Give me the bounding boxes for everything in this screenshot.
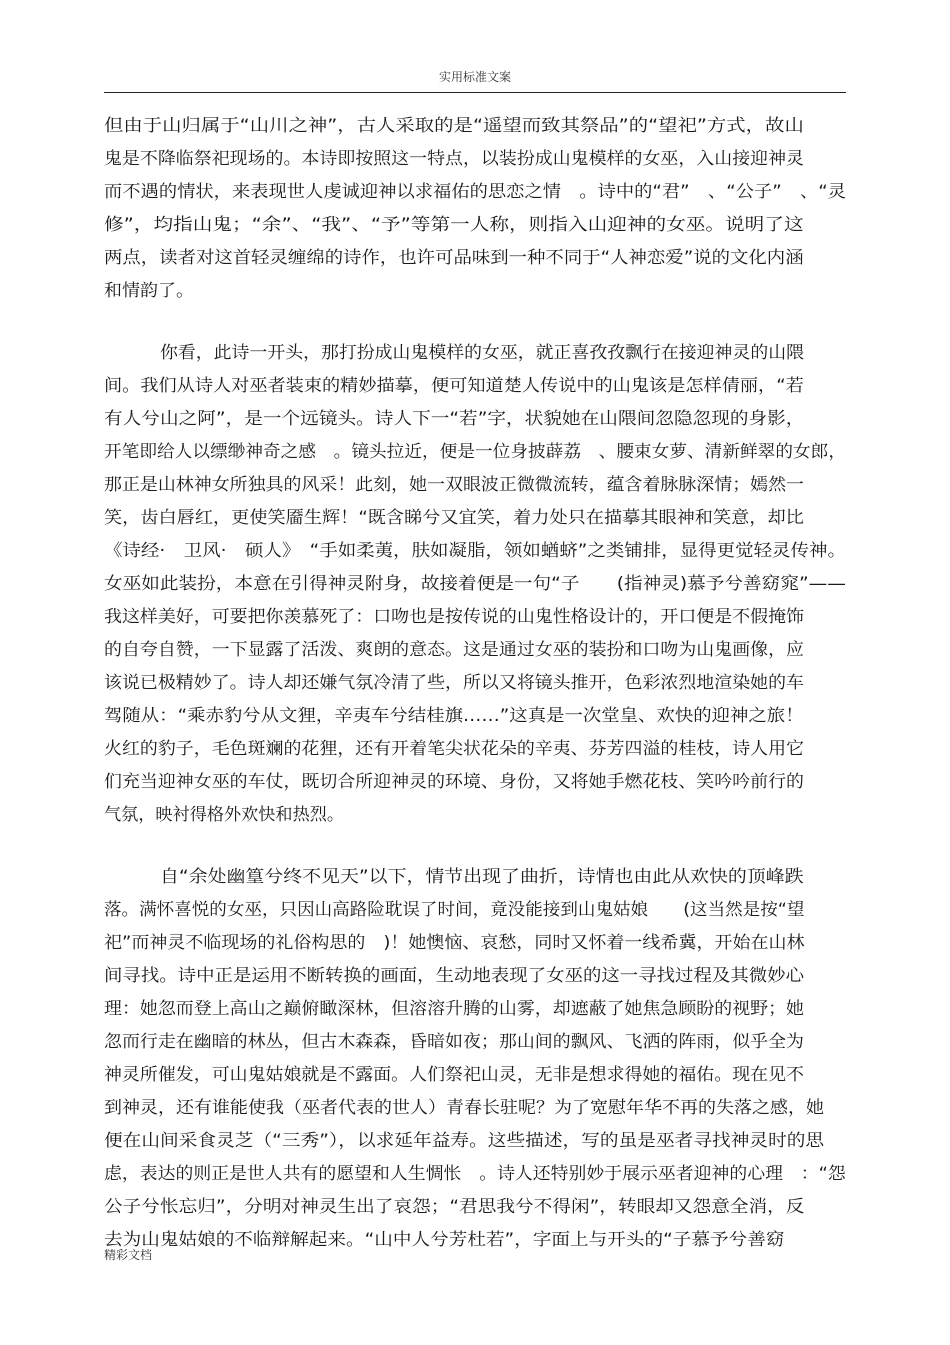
text-line: 自“余处幽篁兮终不见天”以下，情节出现了曲折，诗情也由此从欢快的顶峰跌 xyxy=(160,867,804,887)
text-line: 开笔即给人以缥缈神奇之感 。镜头拉近，便是一位身披薜荔 、腰束女萝、清新鲜翠的女郎， xyxy=(104,442,846,462)
text-line: 到神灵，还有谁能使我（巫者代表的世人）青春长驻呢？为了宽慰年华不再的失落之感，她 xyxy=(104,1098,825,1118)
text-line: 你看，此诗一开头，那打扮成山鬼模样的女巫，就正喜孜孜飘行在接迎神灵的山隈 xyxy=(160,343,804,363)
text-line: 驾随从：“乘赤豹兮从文狸，辛夷车兮结桂旗……”这真是一次堂皇、欢快的迎神之旅！ xyxy=(104,706,804,726)
text-line: 虑，表达的则正是世人共有的愿望和人生惆怅 。诗人还特别妙于展示巫者迎神的心理 ：“怨 xyxy=(104,1164,846,1184)
text-line: 和情韵了。 xyxy=(104,281,194,301)
text-line: 但由于山归属于“山川之神”，古人采取的是“遥望而致其祭品”的“望祀”方式，故山 xyxy=(104,116,804,136)
text-line: 火红的豹子，毛色斑斓的花狸，还有开着笔尖状花朵的辛夷、芬芳四溢的桂枝，诗人用它 xyxy=(104,739,805,759)
text-line: 忽而行走在幽暗的林丛，但古木森森，昏暗如夜；那山间的飘风、飞洒的阵雨，似乎全为 xyxy=(104,1032,805,1052)
text-line: 间寻找。诗中正是运用不断转换的画面，生动地表现了女巫的这一寻找过程及其微妙心 xyxy=(104,966,804,986)
text-line: 便在山间采食灵芝（“三秀”），以求延年益寿。这些描述，写的虽是巫者寻找神灵时的思 xyxy=(104,1131,825,1151)
text-line: 落。满怀喜悦的女巫，只因山高路险耽误了时间，竟没能接到山鬼姑娘 (这当然是按“望 xyxy=(104,900,805,920)
text-line: 气氛，映衬得格外欢快和热烈。 xyxy=(104,805,344,825)
text-line: 女巫如此装扮，本意在引得神灵附身，故接着便是一句“子 (指神灵)慕予兮善窈窕”—— xyxy=(104,574,846,594)
text-line: 的自夸自赞，一下显露了活泼、爽朗的意态。这是通过女巫的装扮和口吻为山鬼画像，应 xyxy=(104,640,805,660)
text-line: 公子兮怅忘归”，分明对神灵生出了哀怨；“君思我兮不得闲”，转眼却又怨意全消，反 xyxy=(104,1197,805,1217)
text-line: 《诗经· 卫风· 硕人》 “手如柔荑，肤如凝脂，领如蝤蛴”之类铺排，显得更觉轻灵传神。 xyxy=(104,541,846,561)
page-footer: 精彩文档 xyxy=(104,1248,153,1262)
text-line: 该说已极精妙了。诗人却还嫌气氛冷清了些，所以又将镜头推开，色彩浓烈地渲染她的车 xyxy=(104,673,805,693)
header-divider xyxy=(104,92,846,93)
text-line: 我这样美好，可要把你羡慕死了：口吻也是按传说的山鬼性格设计的，开口便是不假掩饰 xyxy=(104,607,805,627)
text-line: 神灵所催发，可山鬼姑娘就是不露面。人们祭祀山灵，无非是想求得她的福佑。现在见不 xyxy=(104,1065,805,1085)
text-line: 理：她忽而登上高山之巅俯瞰深林，但溶溶升腾的山雾，却遮蔽了她焦急顾盼的视野；她 xyxy=(104,999,805,1019)
page-header: 实用标准文案 xyxy=(438,70,511,84)
text-line: 而不遇的情状，来表现世人虔诚迎神以求福佑的思恋之情 。诗中的“君” 、“公子” 、“灵 xyxy=(104,182,847,202)
text-line: 笑，齿白唇红，更使笑靥生辉！“既含睇兮又宜笑，着力处只在描摹其眼神和笑意，却比 xyxy=(104,508,804,528)
text-line: 两点，读者对这首轻灵缠绵的诗作，也许可品味到一种不同于“人神恋爱”说的文化内涵 xyxy=(104,248,804,268)
text-line: 那正是山林神女所独具的风采！此刻，她一双眼波正微微流转，蕴含着脉脉深情；嫣然一 xyxy=(104,475,805,495)
text-line: 去为山鬼姑娘的不临辩解起来。“山中人兮芳杜若”，字面上与开头的“子慕予兮善窈 xyxy=(104,1230,785,1250)
text-line: 修”，均指山鬼；“余”、“我”、“予”等第一人称，则指入山迎神的女巫。说明了这 xyxy=(104,215,804,235)
text-line: 们充当迎神女巫的车仗，既切合所迎神灵的环境、身份，又将她手燃花枝、笑吟吟前行的 xyxy=(104,772,805,792)
text-line: 间。我们从诗人对巫者装束的精妙描摹，便可知道楚人传说中的山鬼该是怎样倩丽，“若 xyxy=(104,376,804,396)
text-line: 有人兮山之阿”，是一个远镜头。诗人下一“若”字，状貌她在山隈间忽隐忽现的身影， xyxy=(104,409,805,429)
text-line: 祀”而神灵不临现场的礼俗构思的 )！她懊恼、哀愁，同时又怀着一线希冀，开始在山林 xyxy=(104,933,805,953)
text-line: 鬼是不降临祭祀现场的。本诗即按照这一特点，以装扮成山鬼模样的女巫，入山接迎神灵 xyxy=(104,149,805,169)
